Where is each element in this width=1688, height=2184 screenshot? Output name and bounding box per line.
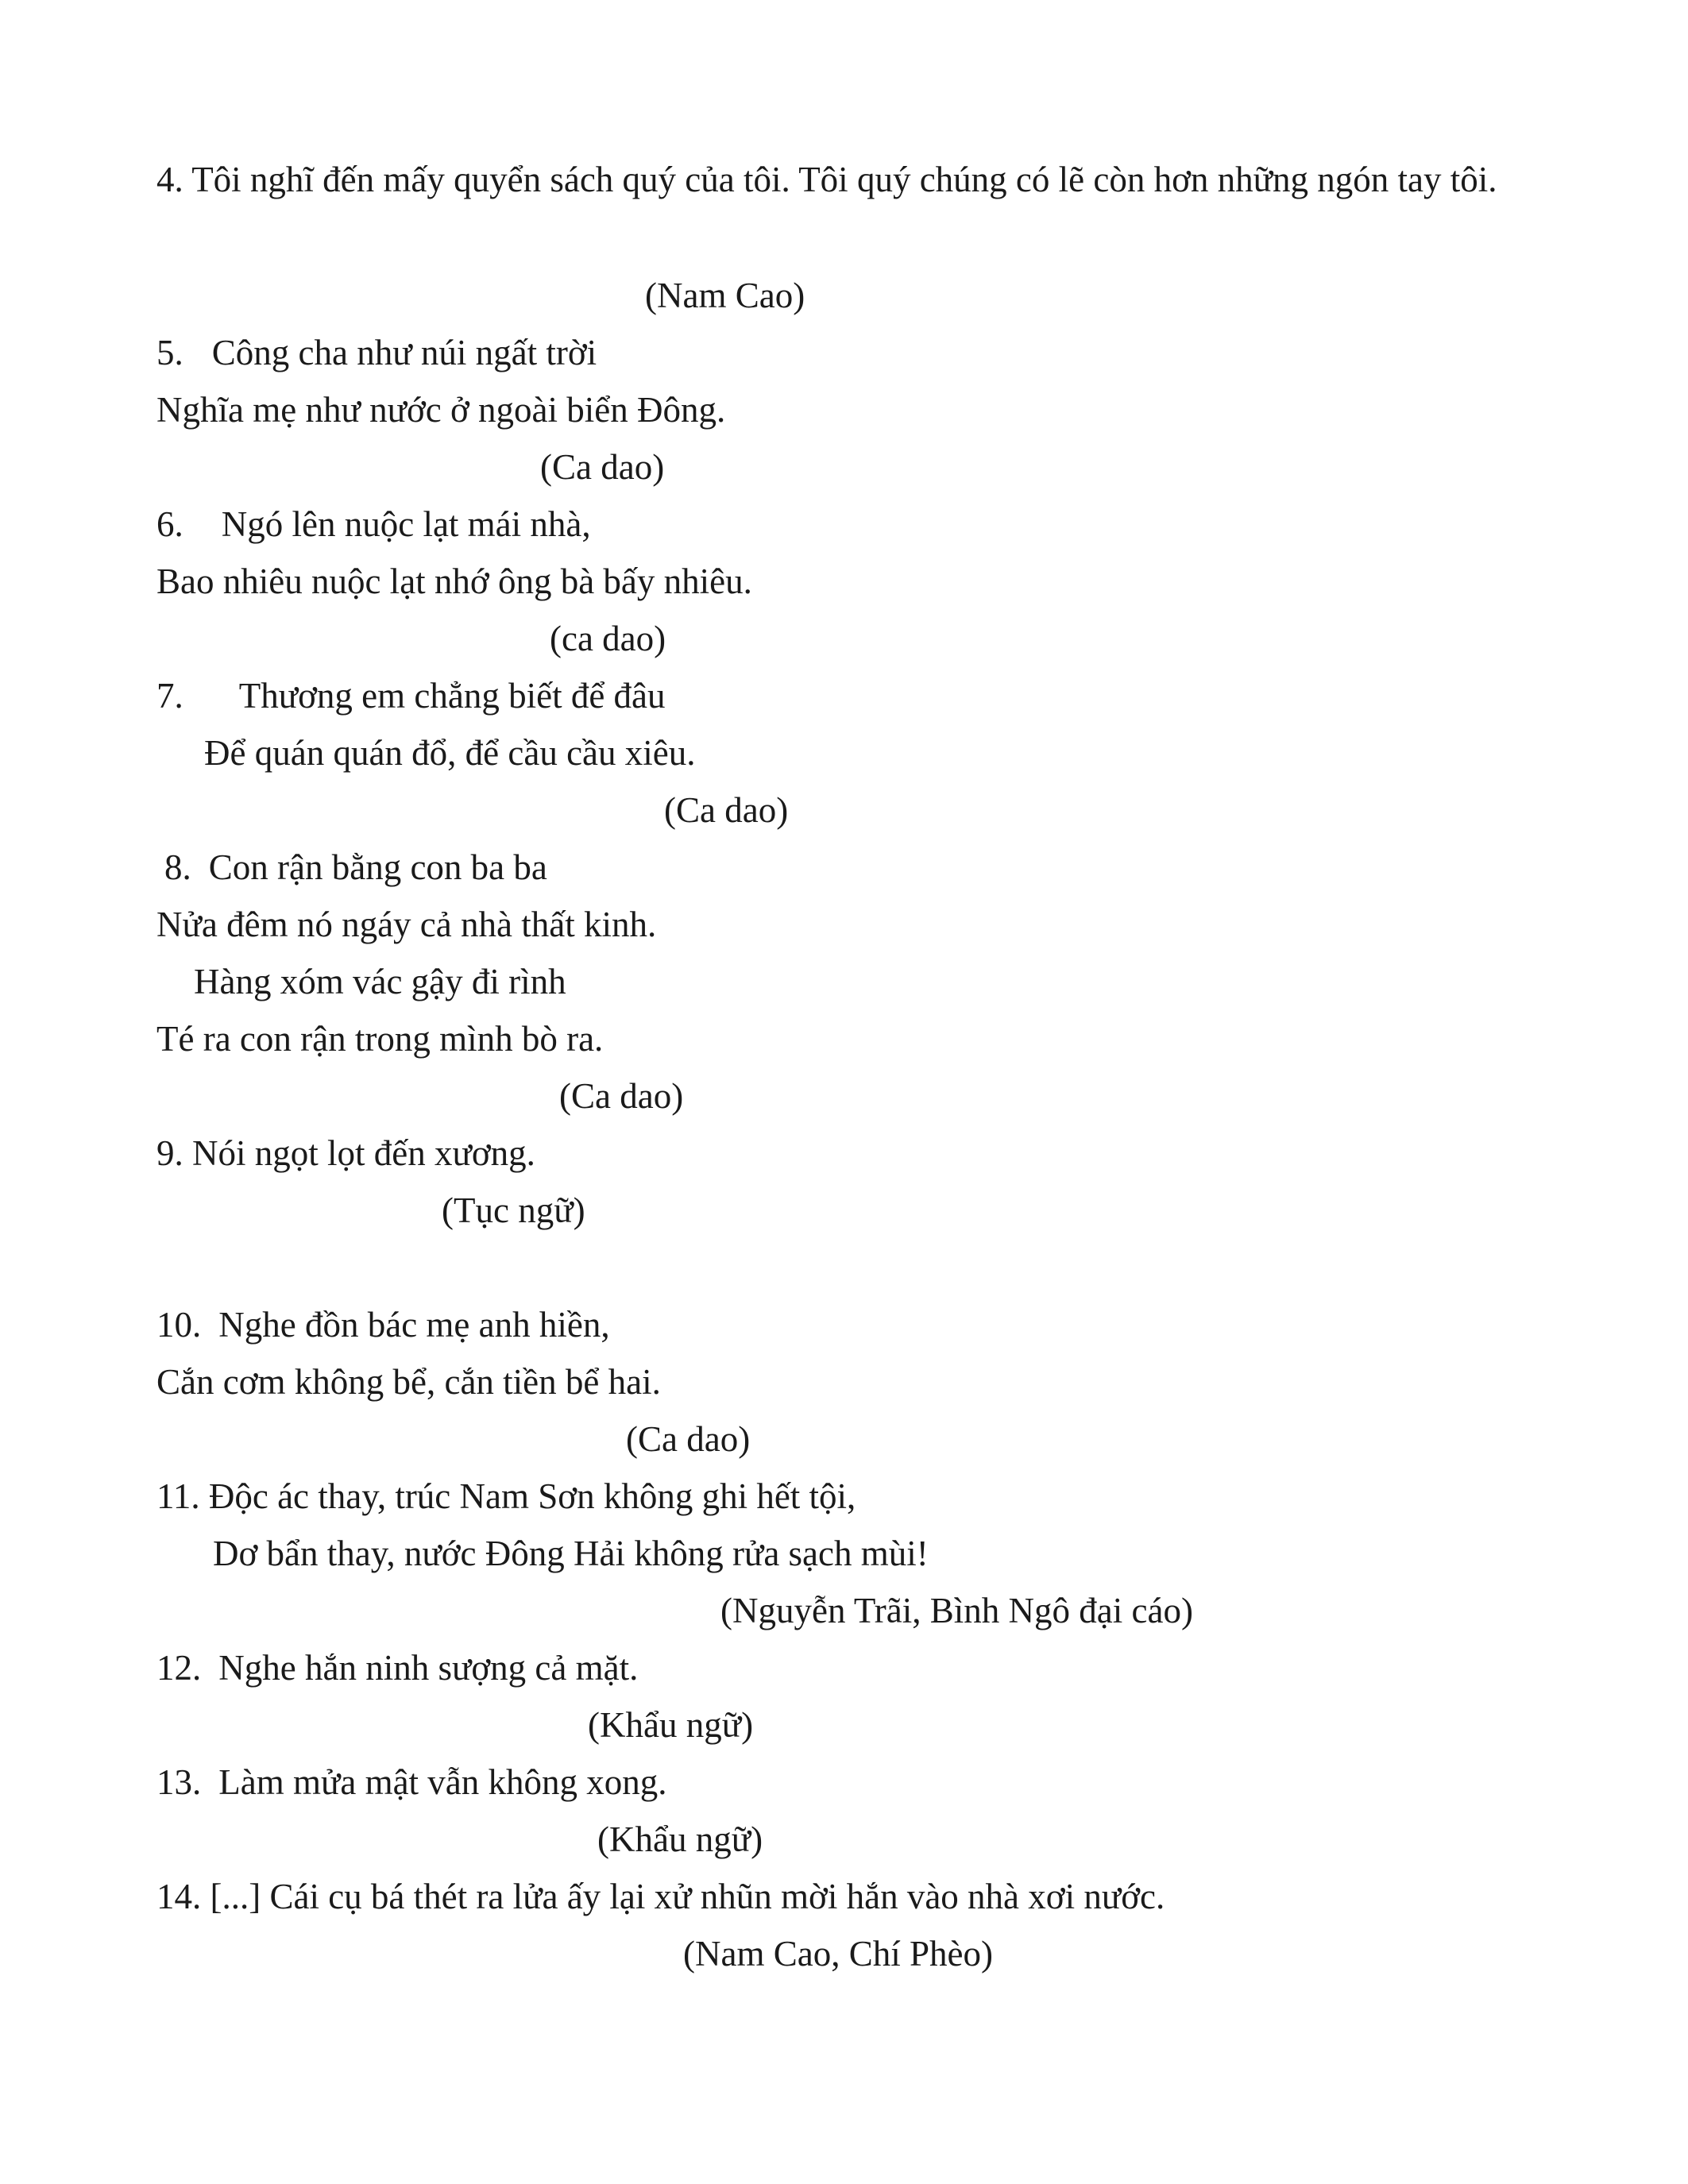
item-13-source: (Khẩu ngữ) <box>597 1819 763 1859</box>
item-8-line-2: Nửa đêm nó ngáy cả nhà thất kinh. <box>156 905 657 944</box>
item-9-line-1 <box>156 1125 535 1182</box>
item-number: 8. <box>164 847 191 887</box>
item-number: 5. <box>156 333 183 372</box>
item-number: 4. <box>156 160 183 199</box>
item-number: 9. <box>156 1133 183 1173</box>
item-5-line-2: Nghĩa mẹ như nước ở ngoài biển Đông. <box>156 390 726 430</box>
item-10-source: (Ca dao) <box>626 1419 751 1459</box>
item-line: Làm mửa mật vẫn không xong. <box>218 1762 667 1802</box>
item-line: Độc ác thay, trúc Nam Sơn không ghi hết tội, <box>208 1476 856 1516</box>
item-4-text <box>156 151 1523 209</box>
item-11-line-2: Dơ bẩn thay, nước Đông Hải không rửa sạch mùi! <box>213 1534 929 1573</box>
item-13-line-1 <box>156 1754 667 1811</box>
item-8-line-1 <box>164 839 547 896</box>
item-5-line-1 <box>156 324 597 381</box>
item-6-line-2: Bao nhiêu nuộc lạt nhớ ông bà bấy nhiêu. <box>156 561 752 601</box>
item-line: Con rận bằng con ba ba <box>208 847 547 887</box>
item-line: Nghe hắn ninh sượng cả mặt. <box>218 1648 639 1688</box>
item-4-source: (Nam Cao) <box>645 276 805 315</box>
item-line: Thương em chẳng biết để đâu <box>238 676 666 716</box>
item-8-source: (Ca dao) <box>559 1076 684 1116</box>
item-8-line-3: Hàng xóm vác gậy đi rình <box>194 962 566 1001</box>
item-12-line-1 <box>156 1639 638 1696</box>
item-number: 10. <box>156 1305 202 1345</box>
item-12-source: (Khẩu ngữ) <box>588 1705 754 1745</box>
item-6-source: (ca dao) <box>550 619 666 658</box>
item-number: 12. <box>156 1648 202 1688</box>
item-line: Công cha như núi ngất trời <box>211 333 597 372</box>
item-5-source: (Ca dao) <box>540 447 665 487</box>
item-7-line-2: Để quán quán đổ, để cầu cầu xiêu. <box>204 733 696 773</box>
item-7-source: (Ca dao) <box>664 790 789 830</box>
item-7-line-1 <box>156 667 666 724</box>
item-line: Tôi nghĩ đến mấy quyển sách quý của tôi. Tôi quý chúng có lẽ còn hơn những ngón tay tôi. <box>191 160 1497 199</box>
item-9-source: (Tục ngữ) <box>442 1190 585 1230</box>
item-11-line-1 <box>156 1468 856 1525</box>
item-11-source: (Nguyễn Trãi, Bình Ngô đại cáo) <box>720 1591 1193 1630</box>
item-line: Nói ngọt lọt đến xương. <box>192 1133 535 1173</box>
item-6-line-1 <box>156 496 591 553</box>
item-10-line-1 <box>156 1296 610 1353</box>
item-8-line-4: Té ra con rận trong mình bò ra. <box>156 1019 604 1059</box>
item-line: [...] Cái cụ bá thét ra lửa ấy lại xử nhũn mời hắn vào nhà xơi nước. <box>210 1877 1165 1916</box>
item-10-line-2: Cắn cơm không bể, cắn tiền bể hai. <box>156 1362 661 1402</box>
item-number: 11. <box>156 1476 200 1516</box>
item-number: 6. <box>156 504 183 544</box>
item-number: 14. <box>156 1877 202 1916</box>
item-14-source: (Nam Cao, Chí Phèo) <box>683 1934 993 1974</box>
item-14-line-1 <box>156 1868 1165 1925</box>
item-number: 13. <box>156 1762 202 1802</box>
item-line: Nghe đồn bác mẹ anh hiền, <box>218 1305 610 1345</box>
item-line: Ngó lên nuộc lạt mái nhà, <box>221 504 591 544</box>
item-number: 7. <box>156 676 183 716</box>
